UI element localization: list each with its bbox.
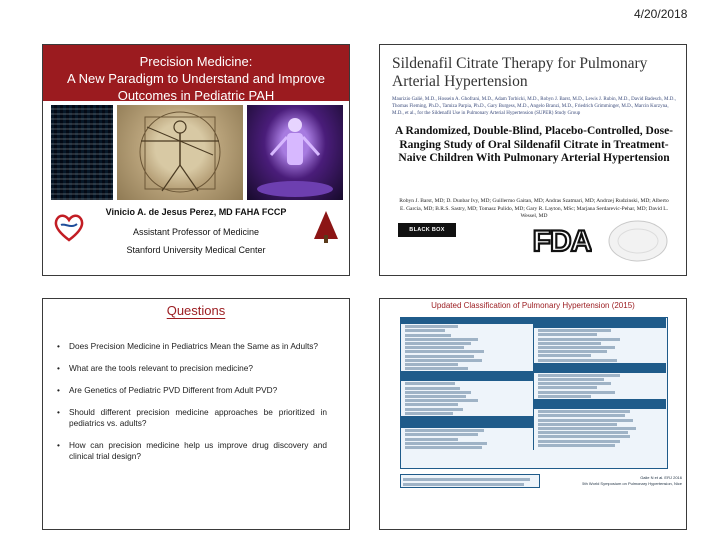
citation: Galie N et al. ERJ 2016 5th World Symposium on Pulmonary Hypertension, Nice: [582, 475, 682, 486]
slide-sildenafil: [379, 44, 687, 276]
classification-table-image: [400, 317, 668, 469]
title-line: Precision Medicine:: [139, 54, 253, 69]
slide-title-banner: [43, 45, 349, 101]
presenter-institution: Stanford University Medical Center: [126, 245, 266, 255]
title-line: A New Paradigm to Understand and Improve: [67, 71, 325, 86]
question-item: • How can precision medicine help us improve drug discovery and clinical trial design?: [57, 440, 327, 462]
article-authors: Maurizio Galiè, M.D., Hossein A. Ghofrani, M.D., Adam Torbicki, M.D., Robyn J. Barst, M.D., Lewis J. Rubin, M.D., David Badesch, M.D., Thomas Fleming, Ph.D., Tamiza Parpia, Ph.D., Gary Burgess, M.D., Angelo Branzi, M.D., Friedrich Grimminger, M.D., Marcin Kurzyna, M.D., et al., for the Sildenafil Use in Pulmonary Arterial Hypertension (SUPER) Study Group: [392, 97, 676, 116]
slide-questions: [42, 298, 350, 530]
presenter-name: Vinicio A. de Jesus Perez, MD FAHA FCCP: [105, 207, 287, 217]
classification-footnote-image: [400, 474, 540, 488]
black-box-warning-badge: BLACK BOX WARNING: [398, 223, 456, 237]
questions-title: Questions: [166, 303, 226, 318]
vitruvian-man-image: [117, 105, 243, 200]
question-item: • What are the tools relevant to precision medicine?: [57, 363, 327, 374]
question-item: • Are Genetics of Pediatric PVD Different from Adult PVD?: [57, 385, 327, 396]
hologram-figure-image: [247, 105, 343, 200]
slide-classification: [379, 298, 687, 530]
questions-list: [57, 341, 327, 473]
classification-right-column: [534, 318, 666, 448]
fda-logo-text: FDA: [532, 225, 592, 258]
page-date: 4/20/2018: [634, 7, 688, 21]
presenter-role: Assistant Professor of Medicine: [132, 227, 260, 237]
slide-title: [42, 44, 350, 276]
stanford-logo-icon: [311, 209, 341, 245]
classification-title: Updated Classification of Pulmonary Hypertension (2015): [431, 301, 635, 310]
fda-logo: [532, 221, 592, 259]
question-item: • Should different precision medicine approaches be prioritized in pediatrics vs. adults?: [57, 407, 327, 429]
paper-authors: Robyn J. Barst, MD; D. Dunbar Ivy, MD; Guillermo Gaitan, MD; Andras Szatmari, MD; Andrzej Rudzinski, MD; Alberto E. Garcia, MD; B.R.S. Sastry, MD; Tomasz Pulido, MD; Gary R. Layton, MSc; Marjana Serdarevic-Pehar, MD; David L. Wessel, MD: [399, 198, 669, 219]
paper-title: A Randomized, Double-Blind, Placebo-Controlled, Dose-Ranging Study of Oral Sildenafil Citrate in Treatment-Naive Children With Pulmonary Arterial Hypertension: [394, 125, 674, 164]
heatmap-overlay: [51, 105, 113, 200]
pill-image: [606, 217, 670, 265]
article-title: Sildenafil Citrate Therapy for Pulmonary Arterial Hypertension: [392, 55, 648, 90]
question-item: • Does Precision Medicine in Pediatrics Mean the Same as in Adults?: [57, 341, 327, 352]
classification-left-column: [401, 318, 534, 450]
title-line: Outcomes in Pediatric PAH: [117, 88, 275, 103]
